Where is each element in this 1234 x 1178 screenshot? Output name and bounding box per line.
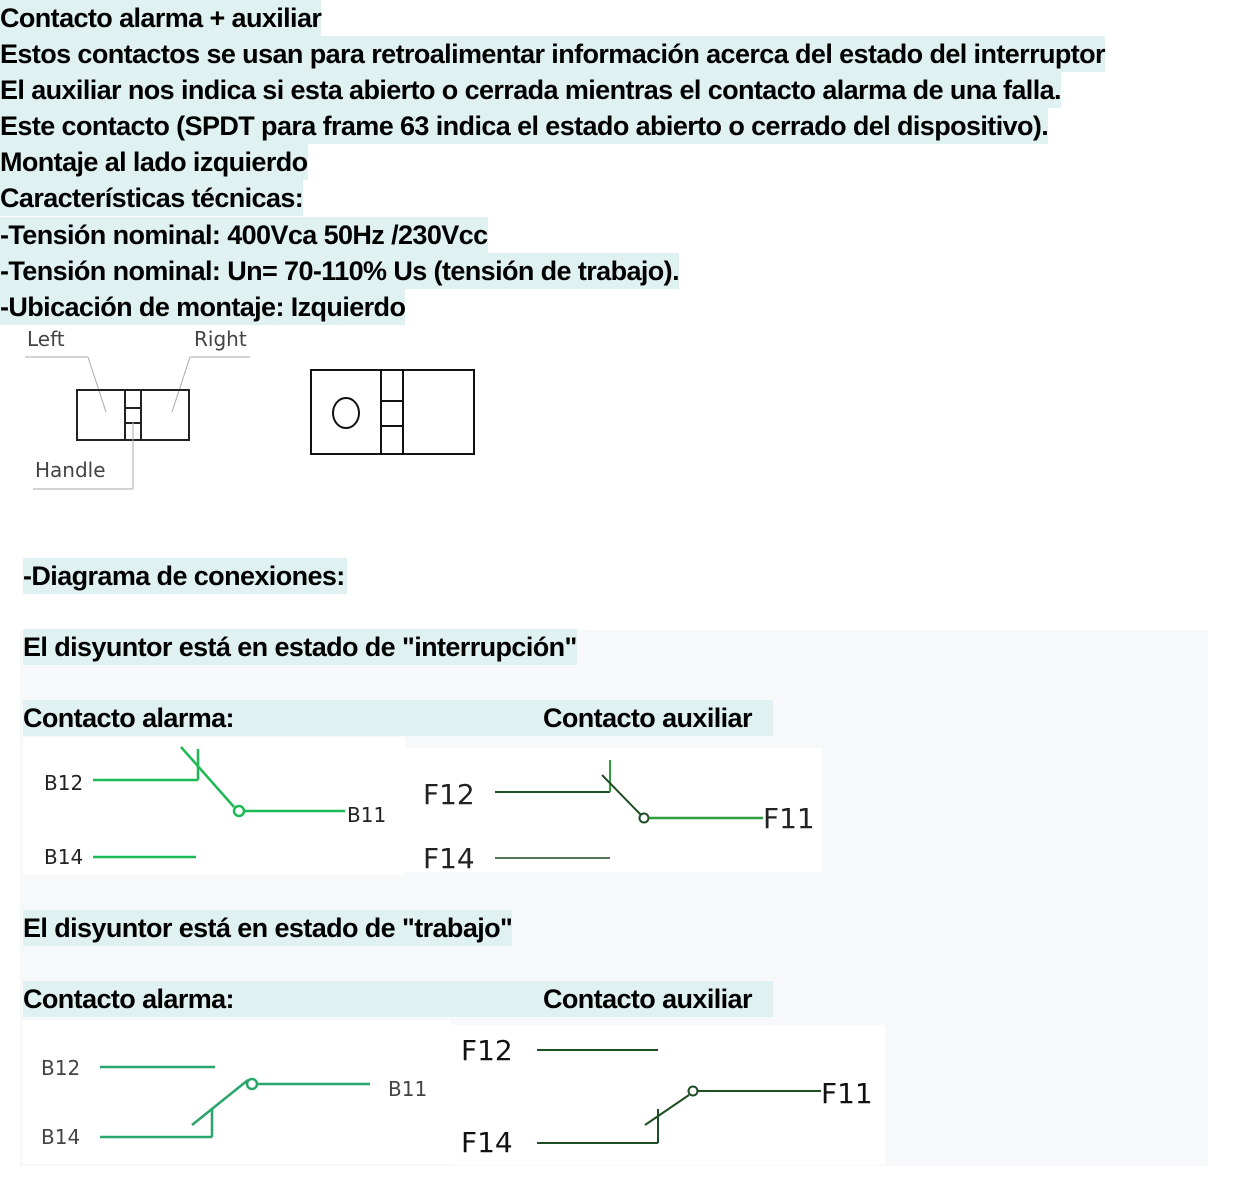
handle-label: Handle xyxy=(35,458,106,482)
handle-label-group xyxy=(33,422,133,489)
terminal-b12: B12 xyxy=(41,1056,81,1080)
alarm-diagram-working xyxy=(23,1020,451,1164)
aux-diagram-working xyxy=(451,1025,885,1165)
mounting-position-figure xyxy=(0,322,500,502)
terminal-b14: B14 xyxy=(44,845,84,869)
aux-contact-label: Contacto auxiliar xyxy=(543,703,752,733)
alarm-diagram-interruption xyxy=(23,737,405,875)
terminal-b11: B11 xyxy=(388,1077,428,1101)
right-label-group xyxy=(172,327,250,412)
aux-contact-label: Contacto auxiliar xyxy=(543,984,752,1014)
description-line-2: El auxiliar nos indica si esta abierto o cerrada mientras el contacto alarma de una falla. xyxy=(0,72,1061,108)
terminal-f11: F11 xyxy=(763,802,815,835)
description-line-3: Este contacto (SPDT para frame 63 indica el estado abierto o cerrado del dispositivo). xyxy=(0,108,1048,144)
terminal-b12: B12 xyxy=(44,771,84,795)
left-label: Left xyxy=(27,327,65,351)
state-interruption-labels-bar xyxy=(23,700,773,736)
alarm-contact-label: Contacto alarma: xyxy=(23,703,234,733)
terminal-b11: B11 xyxy=(347,803,387,827)
terminal-b14: B14 xyxy=(41,1125,81,1149)
terminal-f14: F14 xyxy=(423,842,475,872)
handle-circle-icon xyxy=(333,398,359,428)
state-working-labels-bar xyxy=(23,981,773,1017)
alarm-contact-label: Contacto alarma: xyxy=(23,984,234,1014)
left-label-group xyxy=(25,327,106,412)
state-working-title: El disyuntor está en estado de "trabajo" xyxy=(23,910,512,946)
terminal-f12: F12 xyxy=(461,1034,513,1067)
terminal-f11: F11 xyxy=(821,1077,873,1110)
description-line-1: Estos contactos se usan para retroalimentar información acerca del estado del interruptor xyxy=(0,36,1105,72)
aux-diagram-interruption xyxy=(405,748,822,872)
breaker-front-view xyxy=(311,370,474,454)
spec-item-voltage: -Tensión nominal: 400Vca 50Hz /230Vcc xyxy=(0,217,488,253)
spec-item-voltage-range: -Tensión nominal: Un= 70-110% Us (tensión de trabajo). xyxy=(0,253,679,289)
specs-heading: Características técnicas: xyxy=(0,180,303,216)
page-title: Contacto alarma + auxiliar xyxy=(0,0,321,36)
description-line-4: Montaje al lado izquierdo xyxy=(0,144,308,180)
terminal-f14: F14 xyxy=(461,1126,513,1159)
right-label: Right xyxy=(194,327,247,351)
terminal-f12: F12 xyxy=(423,778,475,811)
spec-item-mounting: -Ubicación de montaje: Izquierdo xyxy=(0,289,405,325)
state-interruption-title: El disyuntor está en estado de "interrupción" xyxy=(23,629,577,665)
connections-heading: -Diagrama de conexiones: xyxy=(23,558,347,594)
